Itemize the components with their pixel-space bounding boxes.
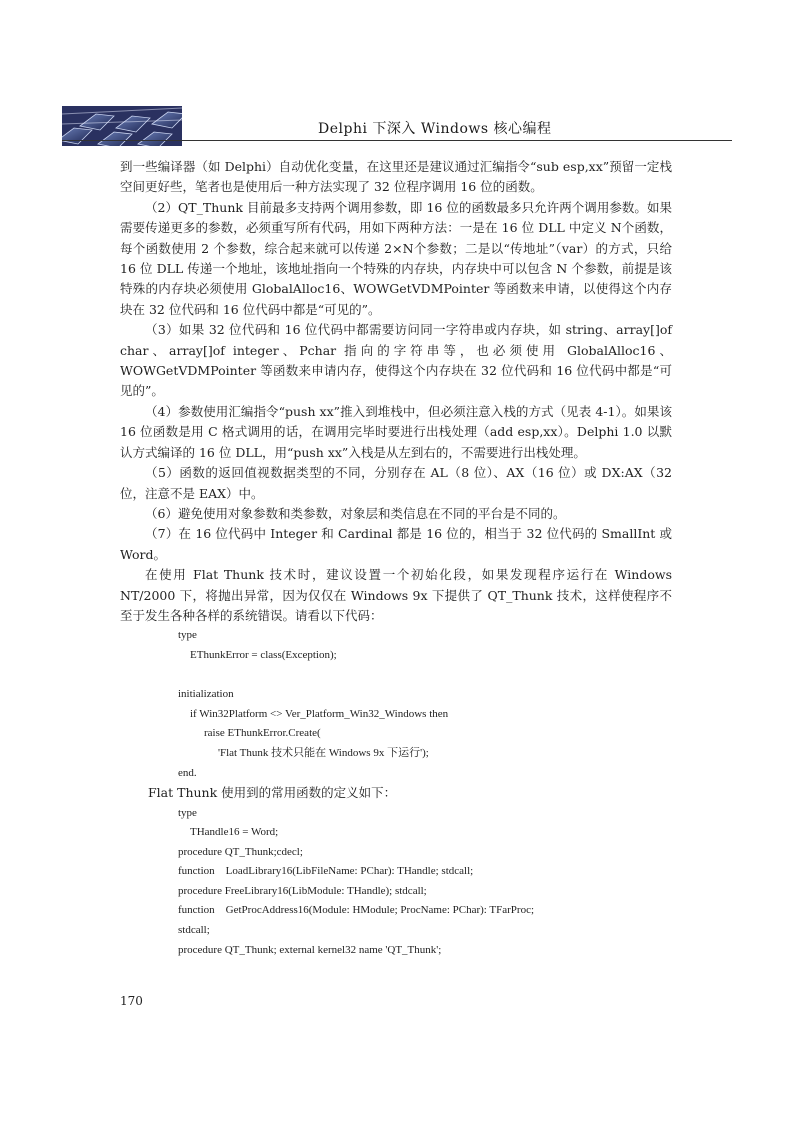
code-line: stdcall;: [178, 924, 210, 937]
code-line: raise EThunkError.Create(: [204, 727, 321, 740]
code-line: THandle16 = Word;: [190, 826, 279, 839]
code-line: type: [178, 629, 197, 642]
code-line: type: [178, 806, 197, 819]
paragraph-item-7: （7）在 16 位代码中 Integer 和 Cardinal 都是 16 位的，相当于 32 位代码的 SmallInt 或 Word。: [120, 526, 672, 562]
code-block-declarations: [120, 804, 672, 961]
paragraph-flat-thunk-intro: 在使用 Flat Thunk 技术时，建议设置一个初始化段，如果发现程序运行在 Windows NT/2000 下，将抛出异常，因为仅仅在 Windows 9x 下提供了 QT_Thunk 技术，这样使程序不至于发生各种各样的系统错误。请看以下代码：: [120, 567, 672, 623]
code-line: procedure FreeLibrary16(LibModule: THandle); stdcall;: [178, 884, 427, 897]
code-line: end.: [178, 766, 197, 779]
code-line: procedure QT_Thunk; external kernel32 name 'QT_Thunk';: [178, 943, 442, 956]
code-line: initialization: [178, 688, 234, 701]
code-line: if Win32Platform <> Ver_Platform_Win32_Windows then: [190, 707, 449, 720]
header-divider: [62, 140, 732, 141]
paragraph-item-4: （4）参数使用汇编指令“push xx”推入到堆栈中，但必须注意入栈的方式（见表 4-1）。如果该 16 位函数是用 C 格式调用的话，在调用完毕时要进行出栈处理（add esp,xx）。Delphi 1.0 以默认方式编译的 16 位 DLL，用“push xx”入栈是从左到右的，不需要进行出栈处理。: [120, 403, 672, 460]
paragraph-item-2: （2）QT_Thunk 目前最多支持两个调用参数，即 16 位的函数最多只允许两个调用参数。如果需要传递更多的参数，必须重写所有代码，用如下两种方法：一是在 16 位 DLL 中定义 N个函数，每个函数使用 2 个参数，综合起来就可以传递 2×N个参数；二是以“传地址”（var）的方式，只给 16 位 DLL 传递一个地址，该地址指向一个特殊的内存块，内存块中可以包含 N 个参数，前提是该特殊的内存块必须使用 GlobalAlloc16、WOWGetVDMPointer 等函数来申请，以使得这个内存块在 32 位代码和 16 位代码中都是“可见的”。: [120, 199, 672, 317]
page-body: [120, 157, 672, 960]
running-header: Delphi 下深入 Windows 核心编程: [318, 121, 552, 137]
code-line: function LoadLibrary16(LibFileName: PChar): THandle; stdcall;: [178, 865, 474, 878]
code-line: function GetProcAddress16(Module: HModule; ProcName: PChar): TFarProc;: [178, 904, 535, 917]
paragraph-item-5: （5）函数的返回值视数据类型的不同，分别存在 AL（8 位）、AX（16 位）或 DX:AX（32 位，注意不是 EAX）中。: [120, 465, 672, 501]
code-line: 'Flat Thunk 技术只能在 Windows 9x 下运行');: [218, 746, 429, 759]
paragraph-function-defs-intro: Flat Thunk 使用到的常用函数的定义如下：: [148, 785, 397, 801]
paragraph-item-3: （3）如果 32 位代码和 16 位代码中都需要访问同一字符串或内存块，如 string、array[]of char、array[]of integer、Pchar 指向的字符串等，也必须使用 GlobalAlloc16、WOWGetVDMPointer 等函数来申请内存，使得这个内存块在 32 位代码和 16 位代码中都是“可见的”。: [120, 322, 672, 399]
paragraph-continued: 到一些编译器（如 Delphi）自动优化变量，在这里还是建议通过汇编指令“sub esp,xx”预留一定栈空间更好些，笔者也是使用后一种方法实现了 32 位程序调用 16 位的函数。: [120, 159, 672, 195]
code-line: procedure QT_Thunk;cdecl;: [178, 845, 303, 858]
code-line: EThunkError = class(Exception);: [190, 648, 337, 661]
code-block-initialization: [120, 626, 672, 783]
page-number: 170: [120, 994, 143, 1008]
paragraph-item-6: （6）避免使用对象参数和类参数，对象层和类信息在不同的平台是不同的。: [145, 505, 566, 521]
